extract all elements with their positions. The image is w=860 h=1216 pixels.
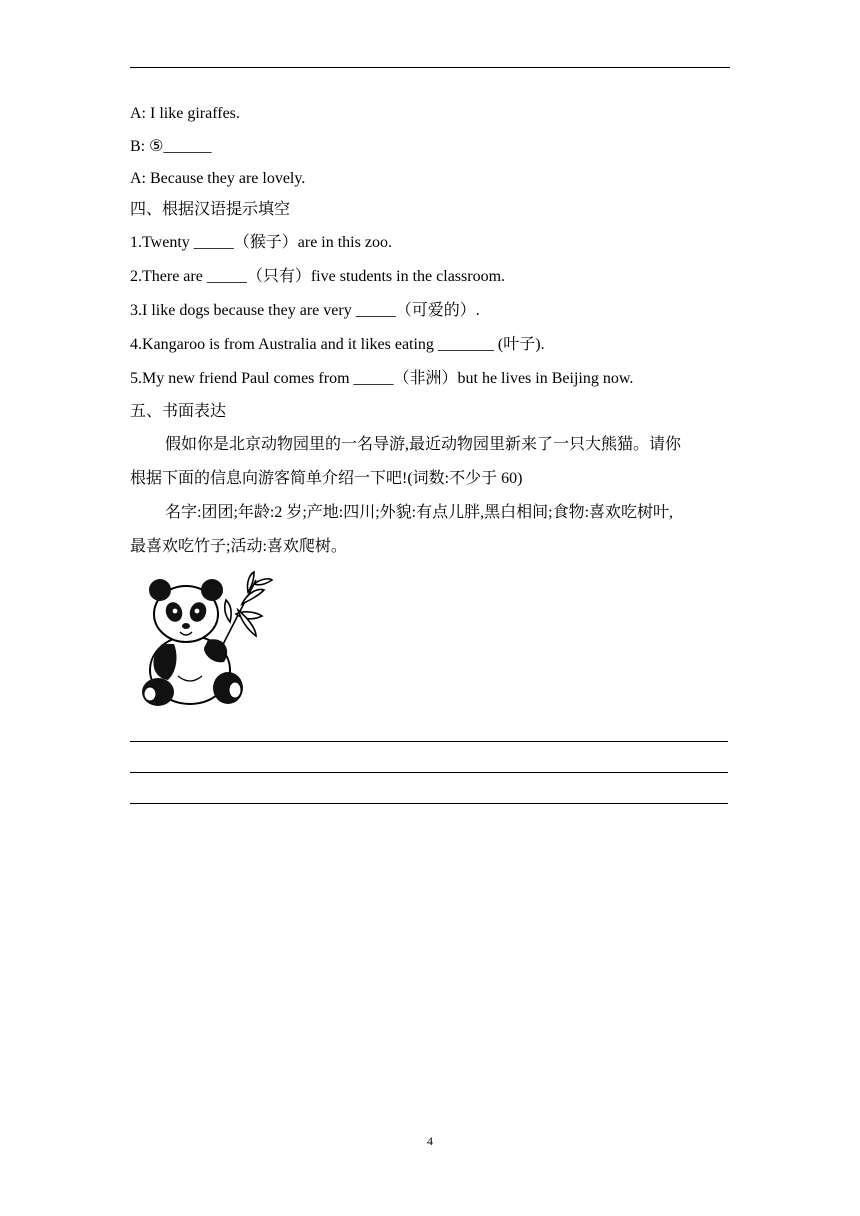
page-number: 4 xyxy=(427,1134,433,1148)
answer-line-3[interactable] xyxy=(130,803,728,804)
panda-illustration xyxy=(138,570,274,712)
fill-blank-item-3: 3.I like dogs because they are very _____（可爱的）. xyxy=(130,302,480,319)
fill-blank-item-2: 2.There are _____（只有）five students in the classroom. xyxy=(130,268,506,285)
section-4-heading: 四、根据汉语提示填空 xyxy=(130,201,291,218)
panda-info-line-2: 最喜欢吃竹子;活动:喜欢爬树。 xyxy=(130,538,347,555)
writing-prompt-line-1: 假如你是北京动物园里的一名导游,最近动物园里新来了一只大熊猫。请你 xyxy=(165,436,682,453)
fill-blank-item-4: 4.Kangaroo is from Australia and it likes eating _______ (叶子). xyxy=(130,336,545,353)
fill-blank-item-5: 5.My new friend Paul comes from _____（非洲）but he lives in Beijing now. xyxy=(130,370,634,387)
panda-info-line-1: 名字:团团;年龄:2 岁;产地:四川;外貌:有点儿胖,黑白相间;食物:喜欢吃树叶, xyxy=(165,504,674,521)
writing-prompt-line-2: 根据下面的信息向游客简单介绍一下吧!(词数:不少于 60) xyxy=(130,470,523,487)
answer-line-2[interactable] xyxy=(130,772,728,773)
section-5-heading: 五、书面表达 xyxy=(130,403,227,420)
dialogue-line-b: B: ⑤______ xyxy=(130,138,212,155)
dialogue-line-a2: A: Because they are lovely. xyxy=(130,170,306,187)
header-rule xyxy=(130,67,730,68)
answer-line-1[interactable] xyxy=(130,741,728,742)
dialogue-line-a1: A: I like giraffes. xyxy=(130,105,240,122)
fill-blank-item-1: 1.Twenty _____（猴子）are in this zoo. xyxy=(130,234,392,251)
